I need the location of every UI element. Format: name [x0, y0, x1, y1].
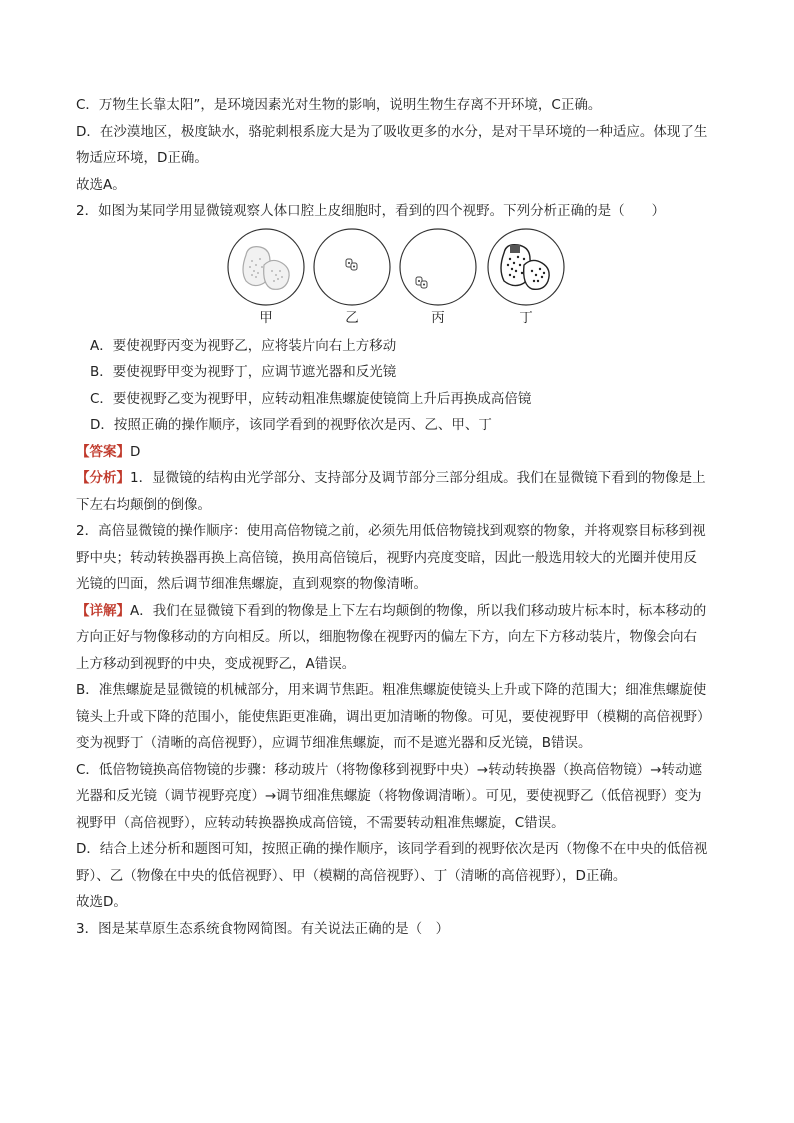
- text-line: 野中央；转动转换器再换上高倍镜，换用高倍镜后，视野内亮度变暗，因此一般选用较大的光圈并使用反: [76, 549, 697, 566]
- text-line: 2．高倍显微镜的操作顺序：使用高倍物镜之前，必须先用低倍物镜找到观察的物象，并将观察目标移到视: [76, 523, 706, 539]
- text-line: 方向正好与物像移动的方向相反。所以，细胞物像在视野丙的偏左下方，向左下方移动装片，物像会向右: [76, 629, 697, 645]
- text-line: 故选A。: [76, 176, 126, 193]
- detail-line: [76, 598, 726, 625]
- question-3-stem: 3．图是某草原生态系统食物网简图。有关说法正确的是（ ）: [76, 920, 450, 937]
- text-line: 变为视野丁（清晰的高倍视野），应调节细准焦螺旋，而不是遮光器和反光镜，B错误。: [76, 735, 592, 751]
- text-line: 视野甲（高倍视野），应转动转换器换成高倍镜，不需要转动粗准焦螺旋，C错误。: [76, 814, 565, 831]
- field-ding: [486, 227, 566, 331]
- field-label: 甲: [259, 309, 273, 326]
- answer-value: D: [130, 443, 141, 460]
- field-label: 丙: [431, 309, 445, 326]
- field-yi: [312, 227, 392, 331]
- analysis-tag: 【分析】: [76, 470, 130, 486]
- field-bing-image: [398, 227, 478, 307]
- field-bing: [398, 227, 478, 331]
- text-line: 上方移动到视野的中央，变成视野乙，A错误。: [76, 655, 356, 672]
- text-line: 下左右均颠倒的倒像。: [76, 496, 211, 513]
- text-line: 光器和反光镜（调节视野亮度）→调节细准焦螺旋（将物像调清晰）。可见，要使视野乙（低倍视野）变为: [76, 788, 702, 804]
- option-c: C．要使视野乙变为视野甲，应转动粗准焦螺旋使镜筒上升后再换成高倍镜: [90, 390, 532, 407]
- microscope-fields-figure: [76, 227, 726, 333]
- text-line: 野）、乙（物像在中央的低倍视野）、甲（模糊的高倍视野）、丁（清晰的高倍视野），D正确。: [76, 867, 627, 884]
- text-line: C．低倍物镜换高倍物镜的步骤：移动玻片（将物像移到视野中央）→转动转换器（换高倍物镜）→转动遮: [76, 761, 703, 778]
- question-2-stem: 2．如图为某同学用显微镜观察人体口腔上皮细胞时，看到的四个视野。下列分析正确的是（ ）: [76, 203, 666, 219]
- field-ding-image: [486, 227, 566, 307]
- text-line: D．在沙漠地区，极度缺水，骆驼刺根系庞大是为了吸收更多的水分，是对干旱环境的一种适应。体现了生: [76, 123, 708, 140]
- text-line: 故选D。: [76, 894, 127, 910]
- document-page: [76, 92, 726, 942]
- text-line: 镜头上升或下降的范围小，能使焦距更准确，调出更加清晰的物像。可见，要使视野甲（模糊的高倍视野）: [76, 708, 711, 725]
- option-b: B．要使视野甲变为视野丁，应调节遮光器和反光镜: [90, 364, 397, 380]
- text-line: B．准焦螺旋是显微镜的机械部分，用来调节焦距。粗准焦螺旋使镜头上升或下降的范围大；细准焦螺旋使: [76, 682, 707, 698]
- text-line: D．结合上述分析和题图可知，按照正确的操作顺序，该同学看到的视野依次是丙（物像不在中央的低倍视: [76, 841, 708, 857]
- option-d: D．按照正确的操作顺序，该同学看到的视野依次是丙、乙、甲、丁: [90, 417, 492, 433]
- field-label: 乙: [345, 309, 359, 326]
- answer-tag: 【答案】: [76, 443, 130, 460]
- field-yi-image: [312, 227, 392, 307]
- text-line: C．万物生长靠太阳”，是环境因素光对生物的影响，说明生物生存离不开环境，C正确。: [76, 97, 602, 113]
- text-line: 光镜的凹面，然后调节细准焦螺旋，直到观察的物像清晰。: [76, 576, 427, 592]
- field-jia: [226, 227, 306, 331]
- field-jia-image: [226, 227, 306, 307]
- analysis-line: [76, 465, 726, 492]
- option-a: A．要使视野丙变为视野乙，应将装片向右上方移动: [90, 337, 397, 354]
- detail-text: A．我们在显微镜下看到的物像是上下左右均颠倒的物像，所以我们移动玻片标本时，标本移动的: [130, 602, 707, 619]
- analysis-text: 1．显微镜的结构由光学部分、支持部分及调节部分三部分组成。我们在显微镜下看到的物像是上: [130, 470, 706, 486]
- answer-line: [76, 439, 726, 466]
- text-line: 物适应环境，D正确。: [76, 150, 208, 166]
- detail-tag: 【详解】: [76, 602, 130, 619]
- field-label: 丁: [519, 309, 533, 326]
